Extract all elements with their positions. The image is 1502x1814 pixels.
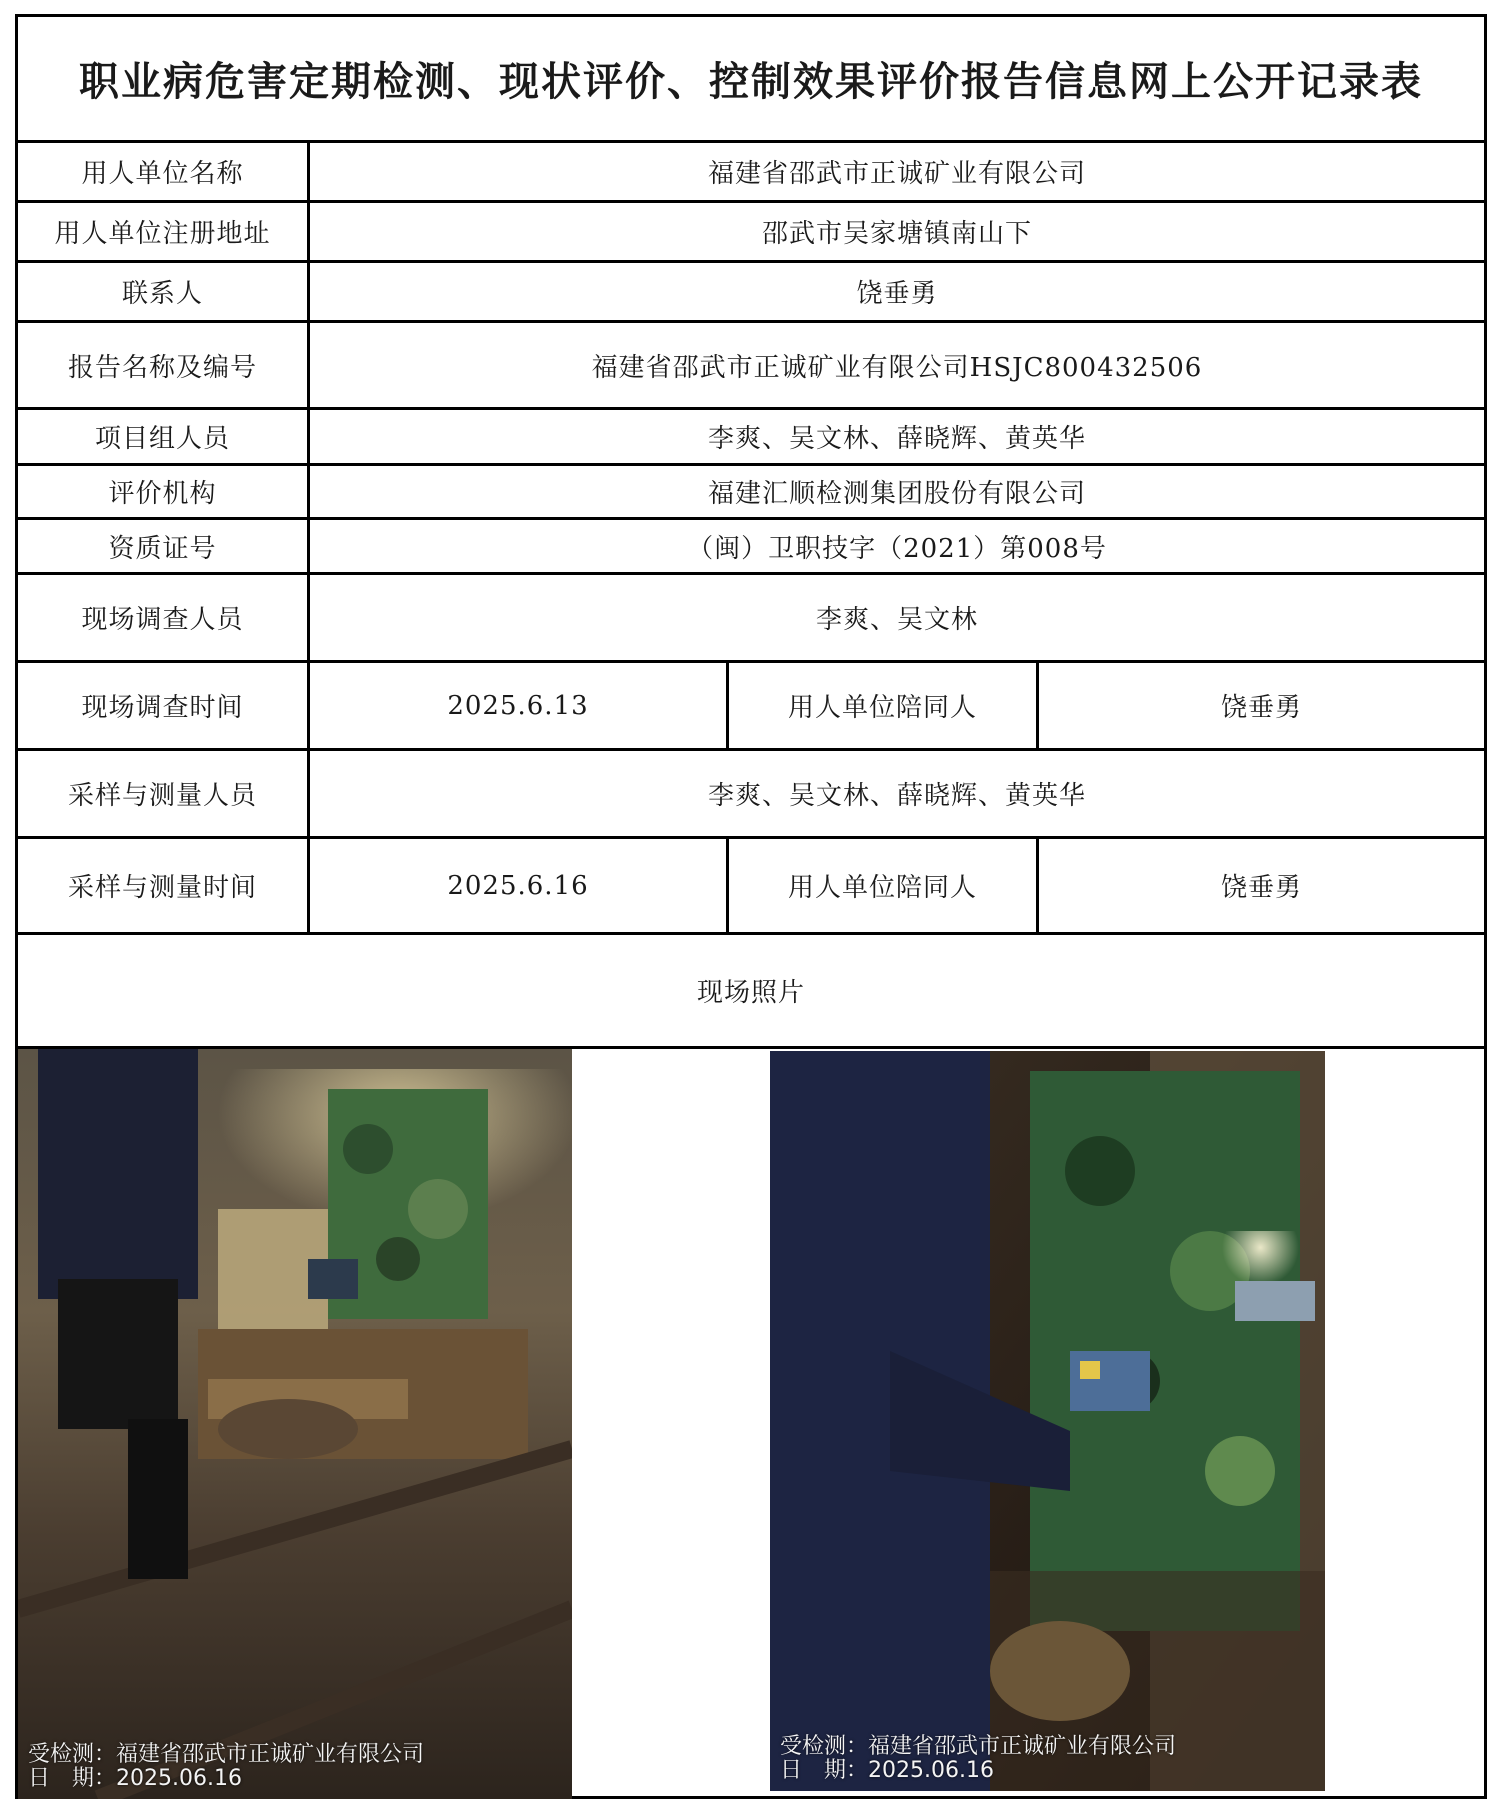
table-row [18,839,1484,935]
qualification-number-value: （闽）卫职技字（2021）第008号 [687,533,1107,564]
project-team-label: 项目组人员 [18,410,310,463]
table-row [18,575,1484,663]
employer-name-value: 福建省邵武市正诚矿业有限公司 [707,159,1086,189]
photo-2-caption [780,1735,1176,1783]
sampling-time-label: 采样与测量时间 [18,839,310,932]
photo-1-date: 日 期：2025.06.16 [28,1766,242,1791]
site-photo-2 [770,1051,1325,1791]
qualification-number-label: 资质证号 [18,520,310,572]
survey-staff-label: 现场调查人员 [18,575,310,660]
sampling-companion-label: 用人单位陪同人 [729,839,1039,932]
table-row [18,410,1484,466]
title-row [18,17,1484,143]
employer-name-label: 用人单位名称 [18,143,310,200]
photos-header-row [18,935,1484,1049]
site-photo-1 [18,1049,572,1799]
record-table [15,14,1487,1799]
photo-1-inspected-unit: 受检测：福建省邵武市正诚矿业有限公司 [28,1742,425,1767]
evaluation-agency-value: 福建汇顺检测集团股份有限公司 [707,479,1086,509]
table-row [18,203,1484,263]
photo-2-date: 日 期：2025.06.16 [780,1758,994,1783]
sampling-staff-value: 李爽、吴文林、薛晓辉、黄英华 [707,781,1086,811]
sampling-time-value: 2025.6.16 [310,839,729,932]
mine-cart-photo-illustration [18,1049,572,1799]
survey-time-label: 现场调查时间 [18,663,310,748]
evaluation-agency-label: 评价机构 [18,466,310,517]
sampling-staff-label: 采样与测量人员 [18,751,310,836]
project-team-value: 李爽、吴文林、薛晓辉、黄英华 [707,424,1086,454]
table-row [18,466,1484,520]
sampling-companion-value: 饶垂勇 [1220,873,1302,903]
contact-label: 联系人 [18,263,310,320]
table-row [18,520,1484,575]
document-title: 职业病危害定期检测、现状评价、控制效果评价报告信息网上公开记录表 [79,58,1423,105]
photo-2-inspected-unit: 受检测：福建省邵武市正诚矿业有限公司 [780,1734,1177,1759]
table-row [18,323,1484,410]
worker-with-sampler-photo-illustration [770,1051,1325,1791]
photo-1-caption [28,1743,424,1791]
survey-companion-value: 饶垂勇 [1220,693,1302,723]
registered-address-value: 邵武市吴家塘镇南山下 [761,219,1032,249]
registered-address-label: 用人单位注册地址 [18,203,310,260]
photos-header: 现场照片 [696,978,805,1008]
contact-value: 饶垂勇 [856,279,938,309]
survey-companion-label: 用人单位陪同人 [729,663,1039,748]
table-row [18,263,1484,323]
table-row [18,663,1484,751]
table-row [18,751,1484,839]
survey-staff-value: 李爽、吴文林 [815,605,978,635]
table-row [18,143,1484,203]
report-name-value: 福建省邵武市正诚矿业有限公司HSJC800432506 [591,352,1203,383]
report-name-label: 报告名称及编号 [18,323,310,407]
survey-time-value: 2025.6.13 [310,663,729,748]
